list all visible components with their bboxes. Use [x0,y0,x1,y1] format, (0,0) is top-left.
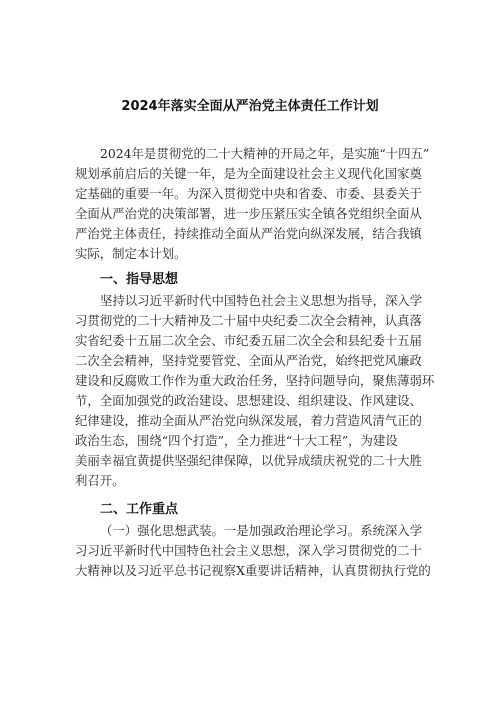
section1-line: 二次全会精神，坚持党要管党、全面从严治党，始终把党风廉政 [75,353,422,368]
section1-line: 习贯彻党的二十大精神及二十届中央纪委二次全会精神，认真落 [75,313,422,328]
intro-line: 规划承前启后的关键一年，是为全面建设社会主义现代化国家奠 [75,166,422,181]
document-title: 2024年落实全面从严治党主体责任工作计划 [121,99,379,114]
section2-line: 习习近平新时代中国特色社会主义思想，深入学习贯彻党的二十 [75,543,422,558]
section1-line: 纪律建设，推动全面从严治党向纵深发展，着力营造风清气正的 [75,413,422,428]
intro-line: 严治党主体责任，持续推动全面从严治党向纵深发展，结合我镇 [75,226,422,241]
section2-line: 大精神以及习近平总书记视察X重要讲话精神，认真贯彻执行党的 [75,563,431,578]
section1-line: 实省纪委十五届二次全会、市纪委五届二次全会和县纪委十五届 [75,333,422,348]
section2-line: （一）强化思想武装。一是加强政治理论学习。系统深入学 [100,523,423,538]
intro-line: 实际，制定本计划。 [75,246,187,261]
section-heading-guiding-thought: 一、指导思想 [100,272,179,287]
intro-line: 全面从严治党的决策部署，进一步压紧压实全镇各党组织全面从 [75,206,422,221]
intro-line: 定基础的重要一年。为深入贯彻党中央和省委、市委、县委关于 [75,186,422,201]
intro-line: 2024年是贯彻党的二十大精神的开局之年，是实施“十四五” [100,146,430,161]
section1-line: 政治生态，围绕“四个打造”，全力推进“十大工程”，为建设 [75,433,398,448]
section-heading-work-focus: 二、工作重点 [100,502,179,517]
section1-line: 建设和反腐败工作作为重大政治任务，坚持问题导向，聚焦薄弱环 [75,373,435,388]
section1-line: 坚持以习近平新时代中国特色社会主义思想为指导，深入学 [100,293,423,308]
section1-line: 利召开。 [75,473,125,488]
section1-line: 美丽幸福宜黄提供坚强纪律保障，以优异成绩庆祝党的二十大胜 [75,453,422,468]
section1-line: 节，全面加强党的政治建设、思想建设、组织建设、作风建设、 [75,393,422,408]
